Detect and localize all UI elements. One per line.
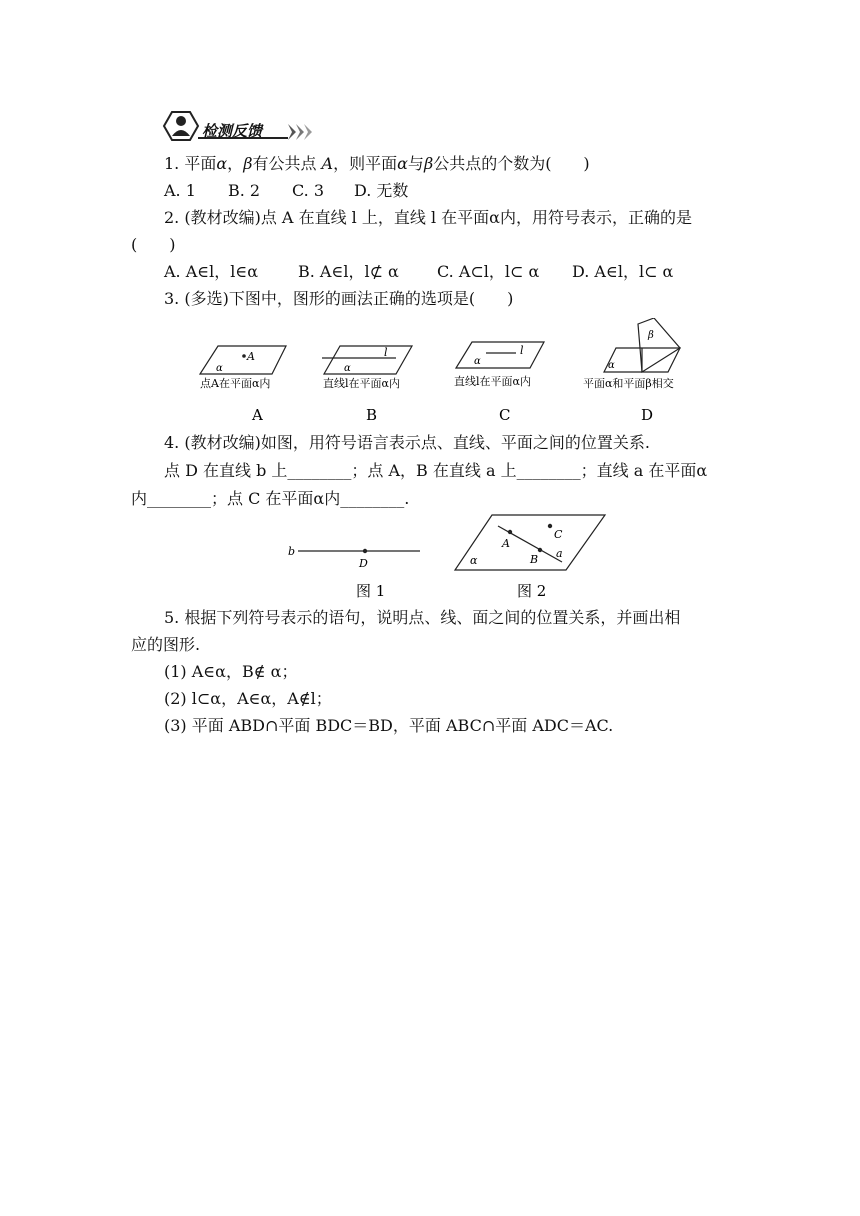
q1-text: 1. 平面α，β有公共点 A，则平面α与β公共点的个数为( ) (164, 154, 590, 173)
fig2-a: a (556, 547, 563, 560)
fig-a-alpha: α (216, 363, 223, 374)
q4-line2: 点 D 在直线 b 上________；点 A，B 在直线 a 上________；直线 a 在平面α (164, 461, 708, 480)
fig-d-alpha: α (608, 360, 615, 371)
q2-option-c: C. A⊂l，l⊂ α (437, 262, 540, 281)
q5-line1: 5. 根据下列符号表示的语句，说明点、线、面之间的位置关系，并画出相 (164, 608, 681, 627)
q2-line2: ( ) (131, 235, 176, 254)
fig-a-point-label: A (247, 350, 255, 363)
fig-b-caption: 直线l在平面α内 (323, 377, 400, 390)
q5-item2: (2) l⊂α，A∈α，A∉l； (164, 689, 332, 708)
fig-d-letter: D (641, 406, 654, 424)
q5-item1: (1) A∈α，B∉ α； (164, 662, 298, 681)
fig1-b: b (288, 545, 296, 558)
q4-figures (280, 510, 620, 602)
q5-line2: 应的图形. (131, 635, 201, 654)
figure-b (322, 346, 412, 424)
fig2-C: C (554, 528, 563, 541)
q1-option-b: B. 2 (228, 181, 261, 200)
q5-item3: (3) 平面 ABD∩平面 BDC＝BD，平面 ABC∩平面 ADC＝AC. (164, 716, 614, 735)
fig-c-l: l (520, 344, 524, 357)
fig-a-letter: A (252, 406, 263, 424)
q4-line3: 内________；点 C 在平面α内________. (131, 489, 410, 508)
q4-line1: 4. (教材改编)如图，用符号语言表示点、直线、平面之间的位置关系. (164, 433, 650, 452)
fig2-A: A (502, 537, 510, 550)
q1-option-a: A. 1 (164, 181, 196, 200)
fig-b-letter: B (366, 406, 378, 424)
figure-c (454, 342, 544, 424)
fig-c-alpha: α (474, 356, 481, 367)
q2-option-a: A. A∈l，l∈α (164, 262, 259, 281)
q3-figures (190, 318, 710, 428)
q2-option-b: B. A∈l，l⊄ α (298, 262, 399, 281)
q3-figures-svg (190, 318, 710, 428)
figure-d (583, 318, 680, 424)
fig1-D: D (359, 557, 368, 570)
fig2-B: B (530, 553, 539, 566)
fig-b-alpha: α (344, 363, 351, 374)
q2-line1: 2. (教材改编)点 A 在直线 l 上，直线 l 在平面α内，用符号表示，正确的是 (164, 208, 692, 227)
fig-b-l: l (384, 346, 388, 359)
fig-a-caption: 点A在平面α内 (200, 377, 271, 390)
q2-option-d: D. A∈l，l⊂ α (572, 262, 674, 281)
q3-text: 3. (多选)下图中，图形的画法正确的选项是( ) (164, 289, 514, 308)
figure-1 (288, 545, 420, 600)
q1-option-d: D. 无数 (354, 181, 409, 200)
figure-a (200, 346, 286, 424)
fig2-alpha: α (470, 554, 478, 567)
q1-option-c: C. 3 (292, 181, 325, 200)
section-header (160, 108, 320, 144)
fig-c-letter: C (499, 406, 511, 424)
fig2-label: 图 2 (517, 582, 547, 600)
fig1-label: 图 1 (356, 582, 386, 600)
fig-d-caption: 平面α和平面β相交 (583, 377, 674, 390)
header-title: 检测反馈 (202, 122, 263, 140)
figure-2 (455, 515, 605, 600)
fig-c-caption: 直线l在平面α内 (454, 375, 531, 388)
q4-figures-svg (280, 510, 620, 602)
fig-d-beta: β (648, 330, 654, 341)
